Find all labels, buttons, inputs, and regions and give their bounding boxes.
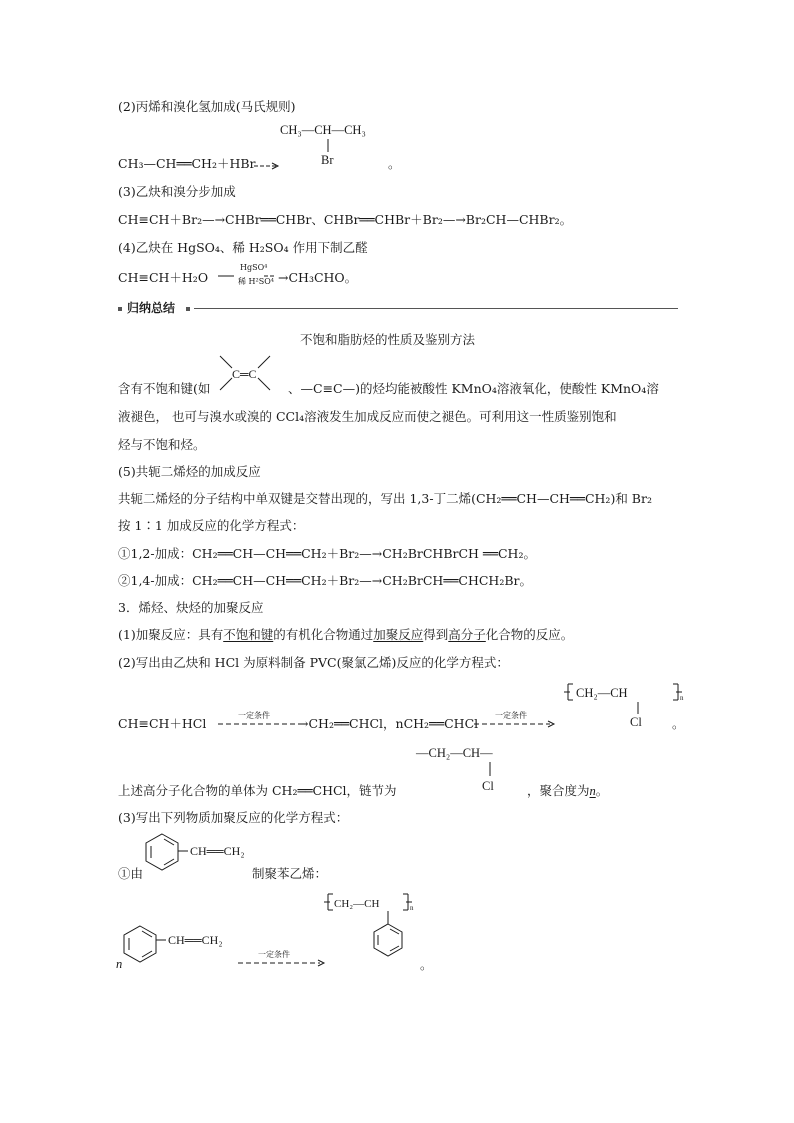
summary-title: 不饱和脂肪烃的性质及鉴别方法 (300, 332, 476, 347)
acetylene-bromine-equation: CH≡CH＋Br₂—→CHBr══CHBr、CHBr══CHBr＋Br₂—→Br₂CH—CHBr₂。 (118, 212, 573, 227)
pvc-polymer-structure (560, 680, 690, 732)
propene-equation: CH₃—CH══CH₂＋HBr (118, 156, 256, 171)
pvc-middle: →CH₂══CHCl，nCH₂══CHCl (298, 716, 479, 731)
pvc-chain: CH₂—CH (576, 686, 628, 700)
section-title-acetylene-bromine: (3)乙炔和溴分步加成 (118, 184, 236, 199)
styrene-vinyl: CH══CH₂ (190, 844, 245, 858)
pvc-arrow-2 (474, 720, 564, 728)
repeat-unit-chain: —CH₂—CH— (416, 746, 493, 760)
header-bullet-right (186, 307, 190, 311)
repeat-unit-cl: Cl (482, 779, 494, 793)
polystyrene-chain: CH₂—CH (334, 898, 380, 910)
section-title-conjugated-diene: (5)共轭二烯烃的加成反应 (118, 464, 261, 479)
answer-unsaturated-bond: 不饱和键 (223, 627, 274, 642)
pvc-arrow-1 (218, 720, 308, 728)
product-chain: CH₃—CH—CH₃ (280, 123, 366, 137)
hydration-rhs: →CH₃CHO。 (278, 270, 358, 285)
styrene-suffix: 制聚苯乙烯： (252, 866, 328, 881)
cc-double-label: C═C (232, 367, 257, 381)
answer-n: n (589, 784, 596, 798)
period: 。 (420, 957, 433, 972)
reaction-arrow (254, 162, 280, 170)
styrene-reactant-structure (118, 924, 238, 970)
conjugated-desc-1: 共轭二烯烃的分子结构中单双键是交替出现的，写出 1,3-丁二烯(CH₂══CH—CH══CH₂)和 Br₂ (118, 491, 652, 506)
polystyrene-n: n (410, 904, 414, 912)
polystyrene-structure (322, 892, 432, 972)
pvc-question: (2)写出由乙炔和 HCl 为原料制备 PVC(聚氯乙烯)反应的化学方程式： (118, 655, 509, 670)
summary-divider (194, 308, 678, 309)
answer-macromolecule: 高分子 (448, 627, 486, 642)
cond-label-2: 一定条件 (495, 711, 527, 720)
question-3: (3)写出下列物质加聚反应的化学方程式： (118, 810, 349, 825)
addition-14-equation: ②1,4-加成：CH₂══CH—CH══CH₂＋Br₂—→CH₂BrCH══CHCH₂Br。 (118, 573, 532, 588)
answer-addition-polymerization: 加聚反应 (373, 627, 424, 642)
coefficient-n: n (116, 957, 123, 971)
catalyst-top: HgSO⁴ (240, 263, 268, 272)
section-title-acetylene-hydration: (4)乙炔在 HgSO₄、稀 H₂SO₄ 作用下制乙醛 (118, 240, 368, 255)
repeat-unit-structure (410, 742, 540, 796)
pvc-n: n (680, 694, 684, 702)
styrene-reactant-vinyl: CH══CH₂ (168, 933, 223, 947)
summary-text-d: 烃与不饱和烃。 (118, 437, 206, 452)
catalyst-bottom: 稀 H²SO⁴ (238, 277, 274, 286)
styrene-structure (140, 832, 260, 878)
styrene-prefix: ①由 (118, 866, 144, 881)
summary-text-a: 含有不饱和键(如 (118, 381, 211, 396)
section-title-propene-hbr: (2)丙烯和溴化氢加成(马氏规则) (118, 99, 296, 114)
summary-text-b: 、—C≡C—)的烃均能被酸性 KMnO₄溶液氧化，使酸性 KMnO₄溶 (288, 381, 659, 396)
cc-double-bond-structure (214, 352, 274, 398)
propyl-bromide-structure (270, 120, 400, 170)
addition-12-equation: ①1,2-加成：CH₂══CH—CH══CH₂＋Br₂—→CH₂BrCHBrCH ══CH₂。 (118, 546, 536, 561)
product-br: Br (321, 153, 334, 167)
cond-label-1: 一定条件 (238, 711, 270, 720)
cond-label-3: 一定条件 (258, 950, 290, 959)
period: 。 (672, 716, 685, 731)
conjugated-desc-2: 按 1∶1 加成反应的化学方程式： (118, 518, 305, 533)
summary-text-c: 液褪色， 也可与溴水或溴的 CCl₄溶液发生加成反应而使之褪色。可利用这一性质鉴别饱和 (118, 409, 617, 424)
hydration-lhs: CH≡CH＋H₂O (118, 270, 209, 285)
section-heading-polymerization: 3．烯烃、炔烃的加聚反应 (118, 600, 264, 615)
summary-header: 归纳总结 (127, 301, 176, 315)
header-bullet-left (118, 307, 122, 311)
period: 。 (388, 156, 401, 171)
polystyrene-arrow (238, 959, 330, 967)
monomer-text: 上述高分子化合物的单体为 CH₂══CHCl，链节为 (118, 783, 397, 798)
polymerization-definition: (1)加聚反应：具有不饱和键的有机化合物通过加聚反应得到高分子化合物的反应。 (118, 627, 574, 642)
pvc-cl: Cl (630, 715, 642, 729)
degree-text: ，聚合度为n。 (527, 783, 609, 798)
pvc-lhs: CH≡CH＋HCl (118, 716, 207, 731)
